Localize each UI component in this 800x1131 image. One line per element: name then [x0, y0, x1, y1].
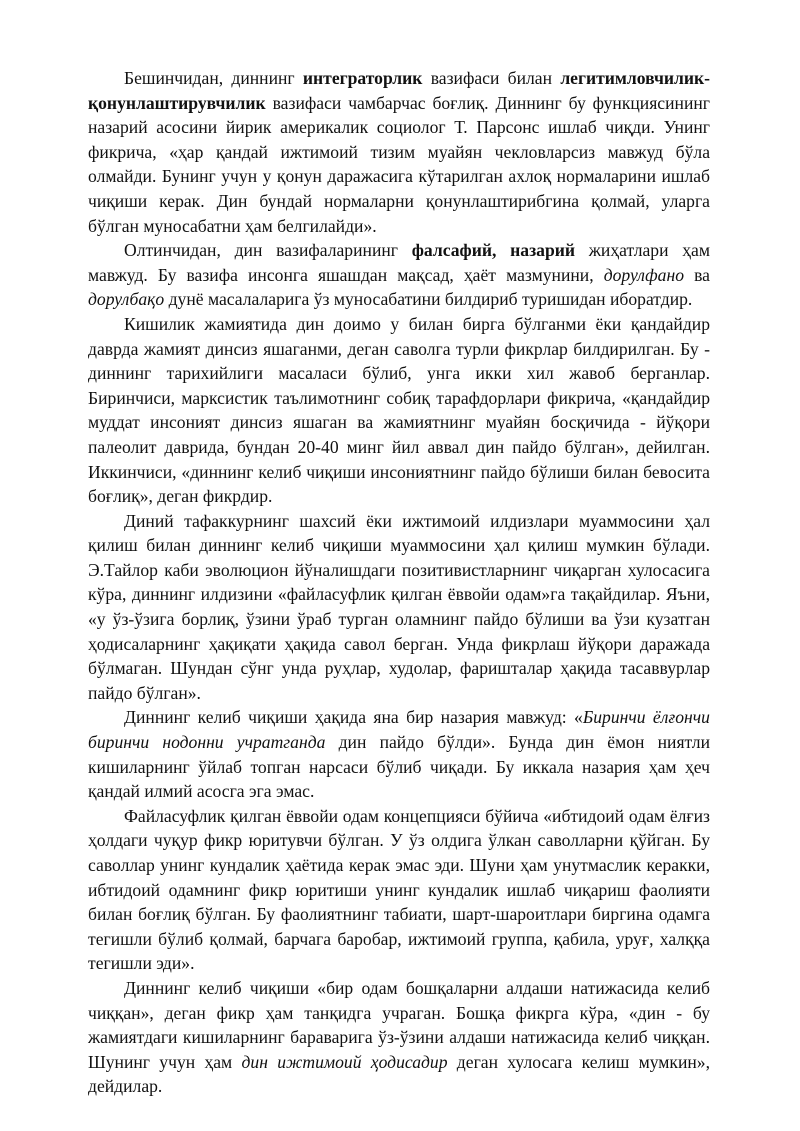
text-run: Кишилик жамиятида дин доимо у билан бирга бўлганми ёки қандайдир даврда жамият динсиз яшаганми, деган саволга турли фикрлар билдирилган. Бу - диннинг тарихийлиги масаласи бўлиб, унга икки хил жавоб берганлар. Биринчиси, марксистик таълимотнинг собиқ тарафдорлари фикрича, «қандайдир муддат инсоният динсиз яшаган ва жамиятнинг муайян босқичида - йўқори палеолит даврида, бундан 20-40 минг йил аввал дин пайдо бўлган», дейилган. Иккинчиси, «диннинг келиб чиқиши инсониятнинг пайдо бўлиши билан бевосита боғлиқ», деган фикрдир. — [88, 313, 710, 507]
bold-term: фалсафий, назарий — [411, 240, 575, 261]
text-run: деган хулосага келиш мумкин», дейдилар. — [88, 1051, 710, 1097]
text-run: вазифаси чамбарчас боғлиқ. Диннинг бу функциясининг назарий асосини йирик америкалик социолог Т. Парсонс ишлаб чиқди. Унинг фикрича, «ҳар қандай ижтимоий тизим муайян чекловларсиз мавжуд бўла олмайди. Бунинг учун у қонун даражасига кўтарилган ахлоқ нормаларини ишлаб чиқиши керак. Дин бундай нормаларни қонунлаштирибгина қолмай, уларга бўлган муносабатни ҳам белгилайди». — [88, 92, 710, 236]
text-run: ва — [684, 264, 710, 285]
bold-term: легитимловчилик-қонунлаштирувчилик — [88, 68, 711, 113]
paragraph-deception-theory — [88, 976, 710, 1099]
paragraph-another-theory — [88, 705, 710, 803]
text-run: Бешинчидан, диннинг — [124, 68, 303, 88]
text-run: жиҳатлари ҳам мавжуд. Бу вазифа инсонга яшашдан мақсад, ҳаёт мазмунини, — [88, 240, 710, 285]
italic-term: дорулбақо — [88, 289, 165, 310]
paragraph-historicity — [88, 312, 710, 509]
paragraph-savage-philosopher — [88, 804, 710, 976]
text-run: дунё масалаларига ўз муносабатини билдириб туришидан иборатдир. — [164, 289, 693, 310]
paragraph-integrative-function — [88, 66, 710, 238]
italic-quote: Биринчи ёлғончи биринчи нодонни учратганда — [88, 707, 710, 753]
text-run: Диннинг келиб чиқиши «бир одам бошқаларни алдаши натижасида келиб чиққан», деган фикр ҳам танқидга учраган. Бошқа фикрга кўра, «дин - бу жамиятдаги кишиларнинг бараварига ўз-ўзини алдаши натижасида келиб чиққан. Шунинг учун ҳам — [88, 977, 710, 1072]
document-page — [88, 66, 710, 1099]
text-run: вазифаси билан — [422, 68, 561, 88]
italic-term: дорулфано — [603, 264, 684, 285]
italic-term: дин ижтимоий ҳодисадир — [241, 1051, 448, 1072]
text-run: дин пайдо бўлди». Бунда дин ёмон ниятли кишиларнинг ўйлаб топган нарсаси бўлиб чиқади. Бу иккала назария ҳам ҳеч қандай илмий асосга эга эмас. — [88, 732, 710, 802]
text-run: Олтинчидан, дин вазифаларининг — [124, 240, 412, 261]
bold-term: интеграторлик — [302, 68, 423, 88]
paragraph-philosophical-function — [88, 238, 710, 312]
text-run: Диннинг келиб чиқиши ҳақида яна бир назария мавжуд: « — [124, 707, 583, 728]
text-run: Файласуфлик қилган ёввойи одам концепцияси бўйича «ибтидоий одам ёлғиз ҳолдаги чуқур фикр юритувчи бўлган. У ўз олдига ўлкан саволларни қўйган. Бу саволлар унинг кундалик ҳаётида керак эмас эди. Шуни ҳам унутмаслик керакки, ибтидоий одамнинг фикр юритиши унинг кундалик ишлаб чиқариш фаолияти билан боғлиқ бўлган. Бу фаолиятнинг табиати, шарт-шароитлари биргина одамга тегишли бўлиб қолмай, барчага баробар, ижтимоий группа, қабила, уруғ, халққа тегишли эди». — [88, 805, 710, 974]
paragraph-roots-of-religion — [88, 509, 710, 706]
text-run: Диний тафаккурнинг шахсий ёки ижтимоий илдизлари муаммосини ҳал қилиш билан диннинг келиб чиқиши муаммосини ҳал қилиш мумкин бўлади. Э.Тайлор каби эволюцион йўналишдаги позитивистларнинг чиқарган хулосасига кўра, диннинг илдизини «файласуфлик қилган ёввойи одам»га тақайдилар. Яъни, «у ўз-ўзига борлиқ, ўзини ўраб турган оламнинг пайдо бўлиши ва ўзи кузатган ҳодисаларнинг ҳақиқати ҳақида савол берган. Унда фикрлаш йўқори даражада бўлмаган. Шундан сўнг унда руҳлар, худолар, фаришталар ҳақида тасаввурлар пайдо бўлган». — [88, 510, 710, 703]
